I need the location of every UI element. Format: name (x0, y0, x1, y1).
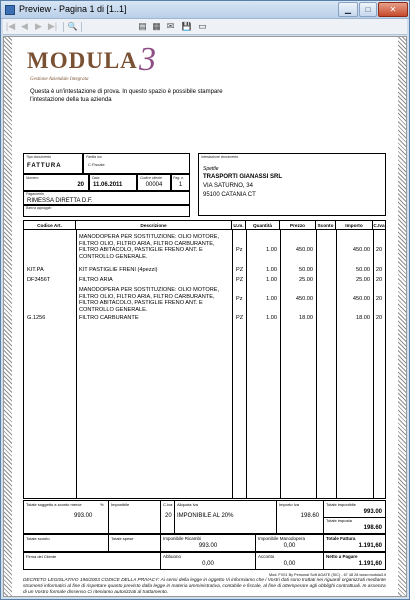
recipient-street: VIA SATURNO, 34 (203, 183, 253, 189)
page-caption: Pag. n. (173, 176, 185, 180)
row-vat: 20 (375, 296, 383, 302)
vat-code-value: 20 (165, 513, 172, 519)
col-amount-header: Importo (336, 221, 373, 230)
row-um: PZ (236, 277, 244, 283)
row-qty: 1.00 (266, 315, 277, 321)
close-button[interactable]: ✕ (378, 2, 408, 17)
number-caption: Numero (26, 176, 39, 180)
col-discount-header: Sconto (316, 221, 336, 230)
client-code-value: 00004 (145, 182, 163, 188)
total-tax-caption: Totale imposta (326, 518, 352, 523)
net-payable-caption: Netto a Pagare (326, 554, 358, 559)
row-vat: 20 (375, 315, 383, 321)
total-taxable-value: 993.00 (363, 509, 382, 515)
recipient-box (198, 153, 386, 216)
parts-taxable-value: 993.00 (198, 543, 218, 549)
totals-row-2 (23, 534, 386, 552)
row-amount: 50.00 (356, 267, 370, 273)
preview-canvas[interactable] (3, 36, 407, 597)
items-table (23, 220, 386, 499)
number-value: 20 (77, 182, 84, 188)
save-icon[interactable]: 💾 (181, 22, 192, 31)
rebate-value: 0,00 (202, 561, 214, 567)
labour-taxable-caption: Imponibile Manodopera (258, 536, 306, 541)
payment-caption: Pagamento (26, 192, 44, 196)
discount-total-caption: Totale sconto (26, 536, 50, 541)
col-divider (232, 230, 233, 498)
recipient-city: 95100 CATANIA CT (203, 192, 256, 198)
header-note: Questa è un'intestazione di prova. In questo spazio è possibile stampare l'intestazione della tua azienda (30, 89, 223, 103)
title-bar[interactable] (1, 1, 409, 19)
prev-page-icon[interactable]: ◀ (21, 21, 28, 31)
row-amount: 450.00 (352, 296, 370, 302)
print-icon[interactable]: ▤ (138, 21, 147, 31)
totals-divider (276, 501, 277, 533)
parts-taxable-caption: Imponibile Ricambi (163, 536, 202, 541)
row-price: 50.00 (299, 267, 313, 273)
invoice-total-caption: Totale Fattura (326, 536, 356, 541)
row-um: Pz (236, 247, 243, 253)
page-value: 1 (178, 182, 183, 188)
maximize-button[interactable]: □ (359, 2, 377, 17)
merchandise-caption: Totale soggetto a sconto merce (26, 502, 82, 507)
toolbar-separator (63, 22, 64, 32)
row-qty: 1.00 (266, 267, 277, 273)
row-price: 450.00 (295, 296, 313, 302)
payment-value: RIMESSA DIRETTA D.F. (27, 198, 93, 204)
logo-mark: 3 (139, 41, 156, 78)
row-um: PZ (236, 315, 244, 321)
col-price-header: Prezzo (280, 221, 316, 230)
row-description: MANODOPERA PER SOSTITUZIONE: OLIO MOTORE, FILTRO OLIO, FILTRO ARIA, FILTRO CARBURANTE, FILTRO ABITACOLO, PASTIGLIE FRENO ANT. E CONTROLLO GENERALE. (79, 234, 220, 260)
totals-divider (323, 553, 324, 569)
totals-row-3 (23, 552, 386, 570)
recipient-name: TRASPORTI GIANASSI SRL (203, 174, 283, 180)
minimize-button[interactable]: ▁ (338, 2, 358, 17)
client-signature-caption: Firma del Cliente (26, 554, 57, 559)
totals-divider (174, 501, 175, 533)
date-caption: Data (92, 176, 100, 180)
recipient-caption: Intestazione documento (201, 155, 239, 159)
row-description: FILTRO CARBURANTE (79, 315, 139, 321)
last-page-icon[interactable]: ▶| (47, 21, 58, 31)
row-qty: 1.00 (266, 277, 277, 283)
privacy-notice: DECRETO LEGISLATIVO 196/2003 CODICE DELLA PRIVACY: Ai sensi della legge in oggetto Vi informiamo che i Vostri dati sono trattati nei riguardi organizzati mediante strumenti informatici al fine di rispettare quanto previsto dalla legge in materia amministrativa, contabile e fiscale, al fine di ottemperare agli obblighi contrattuali. In assenza di un Vostro formale dissenso Ci riteniamo autorizzati al trattamento. (23, 578, 386, 596)
rebate-caption: Abbuono (163, 554, 182, 559)
row-code: G.1256 (27, 315, 46, 321)
row-qty: 1.00 (266, 296, 277, 302)
vat-amount-value: 198.60 (300, 513, 319, 519)
col-divider (76, 230, 77, 498)
col-divider (316, 230, 317, 498)
col-code-header: Codice Art. (24, 221, 76, 230)
vat-code-caption: C.Iva (163, 502, 173, 507)
row-um: Pz (236, 296, 243, 302)
row-code: KIT.PA (27, 267, 44, 273)
recipient-salutation: Spettle (203, 166, 219, 172)
row-um: PZ (236, 267, 244, 273)
next-page-icon[interactable]: ▶ (35, 21, 42, 31)
totals-divider (108, 501, 109, 533)
doc-type-box (23, 153, 83, 174)
col-qty-header: Quantità (246, 221, 280, 230)
first-page-icon[interactable]: |◀ (5, 21, 16, 31)
col-vat-header: C.Iva (373, 223, 385, 228)
row-price: 18.00 (299, 315, 313, 321)
row-description: KIT PASTIGLIE FRENI (4pezzi) (79, 267, 158, 273)
row-price: 450.00 (295, 247, 313, 253)
right-margin-hatch (398, 37, 406, 596)
labour-taxable-value: 0,00 (283, 543, 296, 549)
left-margin-hatch (4, 37, 12, 596)
totals-row-1 (23, 500, 386, 534)
row-code: DF3456T (27, 277, 51, 283)
row-amount: 25.00 (356, 277, 370, 283)
total-taxable-caption: Totale imponibile (326, 502, 356, 507)
row-vat: 20 (375, 267, 383, 273)
expenses-caption: Totale spese (111, 536, 134, 541)
row-amount: 18.00 (356, 315, 370, 321)
date-box (89, 174, 137, 191)
app-icon (5, 5, 15, 15)
totals-divider (108, 535, 109, 551)
doc-type-caption: Tipo documento (26, 155, 52, 159)
footer-reference: Mod. FV01 By Personal Soft AGATE (SIC) - 67 48 28 www.modula3.it (268, 573, 386, 577)
mail-icon[interactable]: ✉ (166, 21, 175, 31)
toolbar (3, 19, 407, 35)
percent-caption: % (100, 502, 104, 507)
row-vat: 20 (375, 277, 383, 283)
col-um-header: U.m. (232, 221, 246, 230)
deposit-value: 0,00 (283, 561, 296, 567)
taxable-caption: Imponibile (111, 502, 130, 507)
page-box (171, 174, 190, 191)
row-vat: 20 (375, 247, 383, 253)
logo-slogan: Gestione Aziendale Integrata (30, 77, 89, 82)
row-description: FILTRO ARIA (79, 277, 113, 283)
window-title: Preview - Pagina 1 di [1..1] (19, 4, 127, 14)
col-desc-header: Descrizione (76, 221, 232, 230)
net-payable-value: 1.191,60 (358, 561, 382, 567)
vat-caption: Partita iva (86, 155, 102, 159)
logo-text: MODULA (27, 48, 138, 73)
vat-rate-value: IMPONIBILE AL 20% (177, 513, 234, 519)
number-box (23, 174, 89, 191)
totals-divider (323, 535, 324, 551)
row-price: 25.00 (299, 277, 313, 283)
bank-box (23, 205, 190, 217)
exit-icon[interactable]: ▭ (198, 21, 207, 31)
invoice-total-value: 1.191,60 (358, 543, 382, 549)
client-code-caption: Codice cliente (140, 176, 162, 180)
doc-type-value: FATTURA (27, 163, 62, 169)
merchandise-value: 993.00 (74, 513, 93, 519)
deposit-caption: Acconto (258, 554, 275, 559)
vat-rate-caption: Aliquota Iva (177, 502, 198, 507)
invoice-page (15, 40, 395, 596)
tax-code-caption: C.Fiscale (88, 162, 105, 167)
row-amount: 450.00 (352, 247, 370, 253)
zoom-icon[interactable]: 🔍 (67, 22, 78, 31)
payment-box (23, 191, 190, 205)
client-code-box (137, 174, 171, 191)
page-setup-icon[interactable]: ▦ (152, 21, 161, 31)
total-tax-value: 198.60 (363, 525, 382, 531)
date-value: 11.06.2011 (93, 182, 123, 188)
row-description: MANODOPERA PER SOSTITUZIONE: OLIO MOTORE, FILTRO OLIO, FILTRO ARIA, FILTRO CARBURANTE, FILTRO ABITACOLO, PASTIGLIE FRENO ANT. E CONTROLLO GENERALE. (79, 287, 220, 313)
row-qty: 1.00 (266, 247, 277, 253)
vat-box (83, 153, 190, 174)
toolbar-separator (81, 22, 82, 32)
bank-caption: Banca appoggio (26, 206, 52, 210)
vat-amount-caption: Importo Iva (279, 502, 300, 507)
totals-divider (160, 501, 161, 533)
